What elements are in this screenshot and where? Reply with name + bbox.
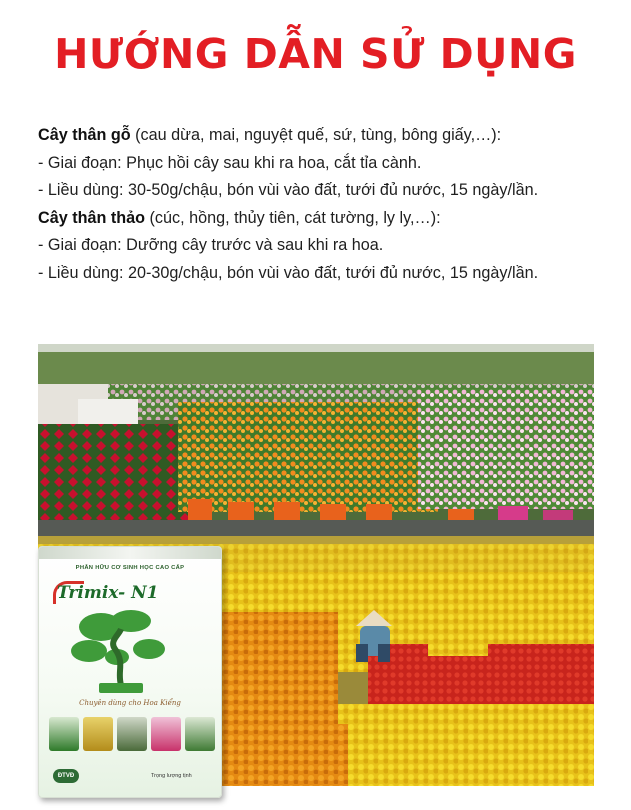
thumbnail-yellow-flowers xyxy=(83,717,113,751)
thumbnail-pink-flowers xyxy=(151,717,181,751)
product-package xyxy=(38,546,222,798)
herbaceous-stage: - Giai đoạn: Dưỡng cây trước và sau khi ra hoa. xyxy=(38,236,384,254)
product-thumbnails xyxy=(49,717,215,751)
woody-dosage: - Liều dùng: 30-50g/chậu, bón vùi vào đất, tưới đủ nước, 15 ngày/lần. xyxy=(38,181,539,199)
woody-plants-examples: (cau dừa, mai, nguyệt quế, sứ, tùng, bông giấy,…): xyxy=(130,126,502,144)
product-subtitle: PHÂN HỮU CƠ SINH HỌC CAO CẤP xyxy=(75,565,185,571)
product-brand: Trimix- N1 xyxy=(57,583,159,603)
usage-instructions xyxy=(38,122,598,287)
herbaceous-plants-examples: (cúc, hồng, thủy tiên, cát tường, ly ly,…): xyxy=(145,208,441,227)
herbaceous-plants-line xyxy=(38,205,598,233)
product-weight-label: Trọng lượng tịnh xyxy=(151,773,192,779)
package-seal xyxy=(39,547,221,559)
thumbnail-plant xyxy=(185,717,215,751)
bonsai-tree-icon xyxy=(69,609,179,695)
thumbnail-bonsai xyxy=(117,717,147,751)
thumbnail-flower-pot xyxy=(49,717,79,751)
woody-plants-heading: Cây thân gỗ xyxy=(38,126,131,144)
page-title: HƯỚNG DẪN SỬ DỤNG xyxy=(54,30,577,78)
herbaceous-dosage: - Liều dùng: 20-30g/chậu, bón vùi vào đất, tưới đủ nước, 15 ngày/lần. xyxy=(38,263,539,282)
manufacturer-logo: ĐTVĐ xyxy=(53,769,79,783)
woody-stage: - Giai đoạn: Phục hồi cây sau khi ra hoa, cắt tỉa cành. xyxy=(38,153,422,172)
product-tagline: Chuyên dùng cho Hoa Kiểng xyxy=(79,699,181,707)
woody-plants-line xyxy=(38,122,598,150)
herbaceous-plants-heading: Cây thân thảo xyxy=(38,208,146,227)
